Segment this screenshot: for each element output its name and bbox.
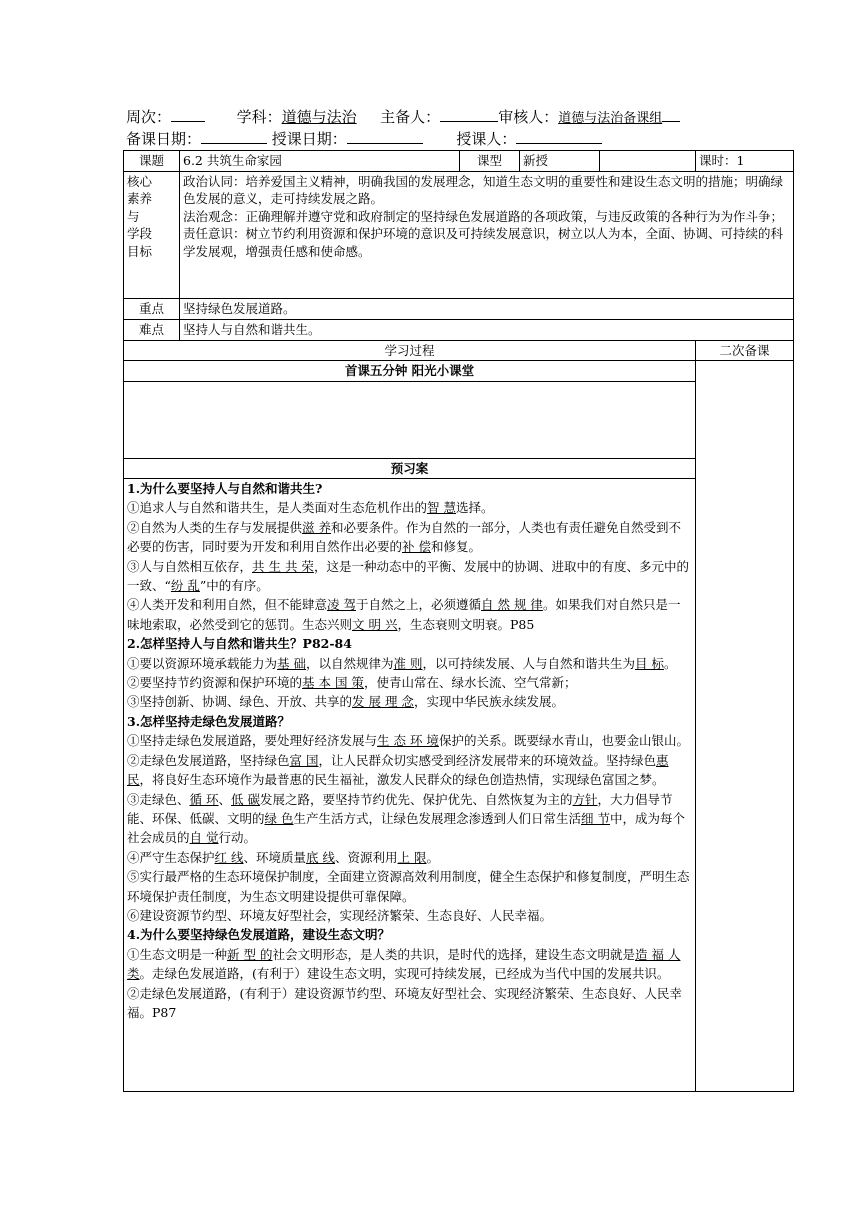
q3-answer-4: ④严守生态保护红 线、环境质量底 线、资源利用上 限。 bbox=[127, 849, 440, 865]
subject-label: 学科： bbox=[236, 108, 282, 126]
prep-date-label: 备课日期： bbox=[126, 130, 202, 148]
q3-answer-1: ①坚持走绿色发展道路，要处理好经济发展与生 态 环 境保护的关系。既要绿水青山，也要金山银山。 bbox=[127, 733, 689, 749]
key-point-value: 坚持绿色发展道路。 bbox=[180, 298, 794, 319]
q3-answer-3: ③走绿色、循 环、低 碳发展之路，要坚持节约优先、保护优先、自然恢复为主的方针，大力倡导节能、环保、低碳、文明的绿 色生产生活方式，让绿色发展理念渗透到人们日常生活细 节中，成为每个社会成员的自 觉行动。 bbox=[127, 791, 686, 846]
q4-answer-2: ②走绿色发展道路，(有利于）建设资源节约型、环境友好型社会、实现经济繁荣、生态良好、人民幸福。P87 bbox=[127, 985, 682, 1020]
q4-answer-1: ①生态文明是一种新 型 的社会文明形态，是人类的共识，是时代的选择，建设生态文明就是造 福 人类。走绿色发展道路，(有利于）建设生态文明，实现可持续发展，已经成为当代中国的发展共识。 bbox=[127, 946, 681, 982]
week-blank[interactable] bbox=[171, 107, 205, 122]
second-prep-label: 二次备课 bbox=[696, 340, 794, 361]
header-row-1 bbox=[126, 106, 680, 127]
teach-date-label: 授课日期： bbox=[271, 130, 347, 148]
goals-label-line: 目标 bbox=[127, 243, 153, 259]
goals-label bbox=[124, 171, 180, 298]
type-value: 新授 bbox=[520, 151, 600, 172]
reviewer-underline-tail bbox=[662, 107, 680, 122]
goals-label-line: 素养 bbox=[127, 191, 153, 206]
preview-content bbox=[124, 479, 696, 1092]
q2-answer-1: ①要以资源环境承载能力为基 础，以自然规律为准 则，以可持续发展、人与自然和谐共生为目 标。 bbox=[127, 655, 677, 671]
warmup-row bbox=[124, 361, 794, 382]
teach-date-blank[interactable] bbox=[347, 129, 423, 144]
warmup-title: 首课五分钟 阳光小课堂 bbox=[124, 361, 696, 382]
key-point-row bbox=[124, 298, 794, 319]
goals-row bbox=[124, 171, 794, 298]
preparer-label: 主备人： bbox=[380, 108, 441, 126]
difficulty-value: 坚持人与自然和谐共生。 bbox=[180, 319, 794, 340]
question-4: 4.为什么要坚持绿色发展道路，建设生态文明？ bbox=[127, 927, 391, 943]
q2-answer-2: ②要坚持节约资源和保护环境的基 本 国 策，使青山常在、绿水长流、空气常新； bbox=[127, 675, 577, 691]
process-title: 学习过程 bbox=[124, 340, 696, 361]
prep-date-blank[interactable] bbox=[201, 129, 267, 144]
preview-title: 预习案 bbox=[124, 458, 696, 479]
topic-label: 课题 bbox=[124, 151, 180, 172]
goals-label-line: 学段 bbox=[127, 226, 153, 241]
question-2: 2.怎样坚持人与自然和谐共生？P82-84 bbox=[127, 636, 352, 652]
blank-cell bbox=[600, 151, 696, 172]
header-row-2 bbox=[126, 128, 602, 149]
topic-value: 6.2 共筑生命家园 bbox=[180, 151, 460, 172]
week-label: 周次： bbox=[126, 108, 172, 126]
hours-value: 课时：1 bbox=[696, 151, 794, 172]
key-point-label: 重点 bbox=[124, 298, 180, 319]
q1-answer-2: ②自然为人类的生存与发展提供滋 养和必要条件。作为自然的一部分，人类也有责任避免自然受到不必要的伤害，同时要为开发和利用自然作出必要的补 偿和修复。 bbox=[127, 519, 682, 555]
question-1: 1.为什么要坚持人与自然和谐共生? bbox=[127, 481, 323, 496]
difficulty-row bbox=[124, 319, 794, 340]
subject-value: 道德与法治 bbox=[281, 108, 357, 126]
teacher-blank[interactable] bbox=[516, 129, 602, 144]
question-3: 3.怎样坚持走绿色发展道路？ bbox=[127, 713, 291, 729]
difficulty-label: 难点 bbox=[124, 319, 180, 340]
warmup-blank-area[interactable] bbox=[124, 381, 696, 458]
goal-responsibility: 责任意识：树立节约利用资源和保护环境的意识及可持续发展意识，树立以人为本，全面、协调、可持续的科学发展观，增强责任感和使命感。 bbox=[183, 226, 784, 259]
q3-answer-6: ⑥建设资源节约型、环境友好型社会，实现经济繁荣、生态良好、人民幸福。 bbox=[127, 907, 553, 923]
goals-label-line: 与 bbox=[127, 208, 140, 224]
q3-answer-2: ②走绿色发展道路，坚持绿色富 国，让人民群众切实感受到经济发展带来的环境效益。坚持绿色惠 民，将良好生态环境作为最普惠的民生福祉，激发人民群众的绿色创造热情，实现绿色富国之梦。 bbox=[127, 752, 669, 788]
q3-answer-5: ⑤实行最严格的生态环境保护制度，全面建立资源高效利用制度，健全生态保护和修复制度，严明生态环境保护责任制度，为生态文明建设提供可靠保障。 bbox=[127, 869, 690, 904]
content-row bbox=[124, 479, 794, 1092]
goals-content bbox=[180, 171, 794, 298]
process-header-row bbox=[124, 340, 794, 361]
warmup-blank-row bbox=[124, 381, 794, 458]
reviewer-label: 审核人： bbox=[498, 108, 559, 126]
preview-row bbox=[124, 458, 794, 479]
q2-answer-3: ③坚持创新、协调、绿色、开放、共享的发 展 理 念，实现中华民族永续发展。 bbox=[127, 694, 564, 710]
goals-label-line: 核心 bbox=[127, 173, 153, 189]
second-prep-column[interactable] bbox=[696, 361, 794, 1092]
topic-row bbox=[124, 151, 794, 172]
goal-political: 政治认同：培养爱国主义精神，明确我国的发展理念，知道生态文明的重要性和建设生态文明的措施；明确绿色发展的意义，走可持续发展之路。 bbox=[183, 173, 784, 206]
teacher-label: 授课人： bbox=[456, 130, 517, 148]
reviewer-value: 道德与法治备课组 bbox=[558, 111, 663, 126]
q1-answer-3: ③人与自然相互依存，共 生 共 荣，这是一种动态中的平衡、发展中的协调、进取中的有度、多元中的一致、“纷 乱”中的有序。 bbox=[127, 558, 689, 594]
preparer-blank[interactable] bbox=[440, 107, 498, 122]
lesson-plan-table bbox=[123, 150, 794, 1092]
q1-answer-1: ①追求人与自然和谐共生，是人类面对生态危机作出的智 慧选择。 bbox=[127, 500, 494, 516]
goal-legal: 法治观念：正确理解并遵守党和政府制定的坚持绿色发展道路的各项政策，与违反政策的各种行为为作斗争； bbox=[183, 208, 784, 224]
q1-answer-4: ④人类开发和利用自然，但不能肆意凌 驾于自然之上，必须遵循自 然 规 律。如果我们对自然只是一味地索取，必然受到它的惩罚。生态兴则文 明 兴，生态衰则文明衰。P85 bbox=[127, 597, 681, 632]
type-label: 课型 bbox=[460, 151, 520, 172]
